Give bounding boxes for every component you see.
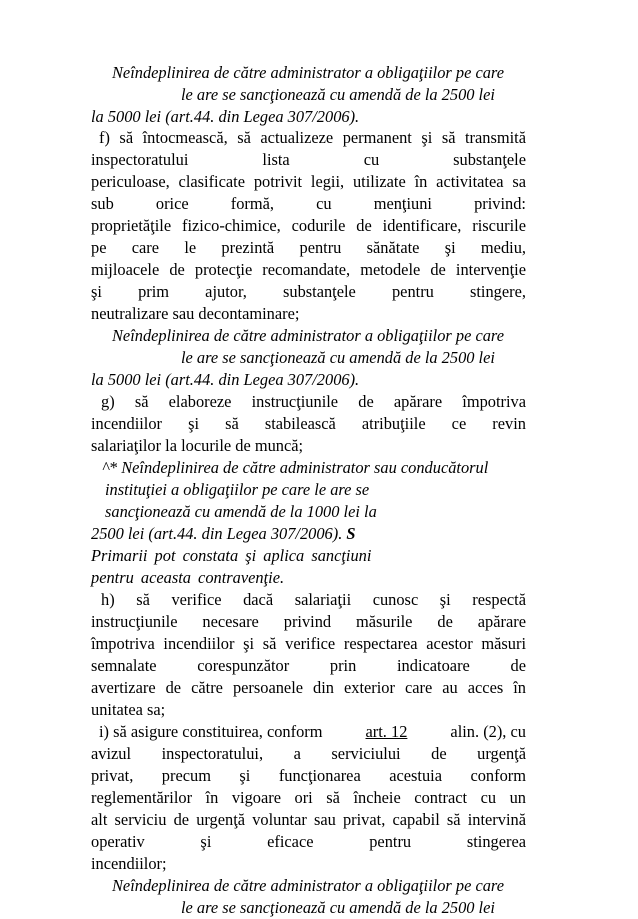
item-i-line-7: incendiilor;: [91, 854, 167, 873]
item-h-line-4: semnalate corespunzător prin indicatoare de: [91, 656, 526, 675]
item-f-line-7: mijloacele de protecţie recomandate, metodele de intervenţie: [91, 260, 526, 279]
item-h-line-1: h) să verifice dacă salariaţii cunosc şi respectă: [101, 590, 526, 609]
item-h-line-3: împotriva incendiilor şi să verifice respectarea acestor măsuri: [91, 634, 526, 653]
item-i-line-1: [99, 721, 526, 743]
item-i-line-1-start: i) să asigure constituirea, conform: [99, 722, 323, 741]
penalty-note-1-line-2: le are se sancţionează cu amendă de la 2500 lei: [181, 85, 495, 104]
item-g-line-2: incendiilor şi să stabilească atribuţiile ce revin: [91, 414, 526, 433]
penalty-note-2-line-3: la 5000 lei (art.44. din Legea 307/2006).: [91, 370, 360, 389]
item-i-line-1-end: alin. (2), cu: [450, 722, 526, 741]
penalty-note-3-line-2: instituţiei a obligaţiilor pe care le are se: [105, 480, 370, 499]
bold-s-mark: S: [346, 524, 356, 543]
item-f-line-4: sub orice formă, cu menţiuni privind:: [91, 194, 526, 213]
item-f-line-2: inspectoratului lista cu substanţele: [91, 150, 526, 169]
item-i-line-3: privat, precum şi funcţionarea acestuia conform: [91, 766, 526, 785]
item-f-line-1: f) să întocmească, să actualizeze permanent şi să transmită: [99, 128, 526, 147]
item-i-line-2: avizul inspectoratului, a serviciului de urgenţă: [91, 744, 526, 763]
item-i-line-5: alt serviciu de urgenţă voluntar sau privat, capabil să intervină: [91, 810, 526, 829]
item-g-line-1: g) să elaboreze instrucţiunile de apărare împotriva: [101, 392, 526, 411]
penalty-note-1-line-1: Neîndeplinirea de către administrator a obligaţiilor pe care: [112, 63, 504, 82]
item-h-line-2: instrucţiunile necesare privind măsurile de apărare: [91, 612, 526, 631]
penalty-note-1-line-3: la 5000 lei (art.44. din Legea 307/2006).: [91, 107, 360, 126]
art-12-link[interactable]: art. 12: [365, 722, 408, 741]
penalty-note-2-line-2: le are se sancţionează cu amendă de la 2500 lei: [181, 348, 495, 367]
item-f-line-6: pe care le prezintă pentru sănătate şi mediu,: [91, 238, 526, 257]
item-h-line-6: unitatea sa;: [91, 700, 166, 719]
penalty-note-2-line-1: Neîndeplinirea de către administrator a obligaţiilor pe care: [112, 326, 504, 345]
penalty-note-3-line-6: pentru aceasta contravenţie.: [91, 568, 285, 587]
penalty-note-4-line-2: le are se sancţionează cu amendă de la 2500 lei: [181, 898, 495, 917]
item-i-line-4: reglementărilor în vigoare ori să încheie contract cu un: [91, 788, 526, 807]
item-f-line-9: neutralizare sau decontaminare;: [91, 304, 300, 323]
item-f-line-3: periculoase, clasificate potrivit legii, utilizate în activitatea sa: [91, 172, 526, 191]
penalty-note-3-line-4: [91, 523, 356, 545]
item-g-line-3: salariaţilor la locurile de muncă;: [91, 436, 304, 455]
item-i-line-6: operativ şi eficace pentru stingerea: [91, 832, 526, 851]
item-f-line-8: şi prim ajutor, substanţele pentru stingere,: [91, 282, 526, 301]
item-f-line-5: proprietăţile fizico-chimice, codurile de identificare, riscurile: [91, 216, 526, 235]
penalty-note-3-line-5: Primarii pot constata şi aplica sancţiuni: [91, 546, 372, 565]
penalty-note-3-line-3: sancţionează cu amendă de la 1000 lei la: [105, 502, 377, 521]
item-h-line-5: avertizare de către persoanele din exterior care au acces în: [91, 678, 526, 697]
penalty-note-4-line-1: Neîndeplinirea de către administrator a obligaţiilor pe care: [112, 876, 504, 895]
penalty-note-3-line-4-text: 2500 lei (art.44. din Legea 307/2006).: [91, 524, 343, 543]
penalty-note-3-line-1: ^* Neîndeplinirea de către administrator sau conducătorul: [102, 458, 489, 477]
